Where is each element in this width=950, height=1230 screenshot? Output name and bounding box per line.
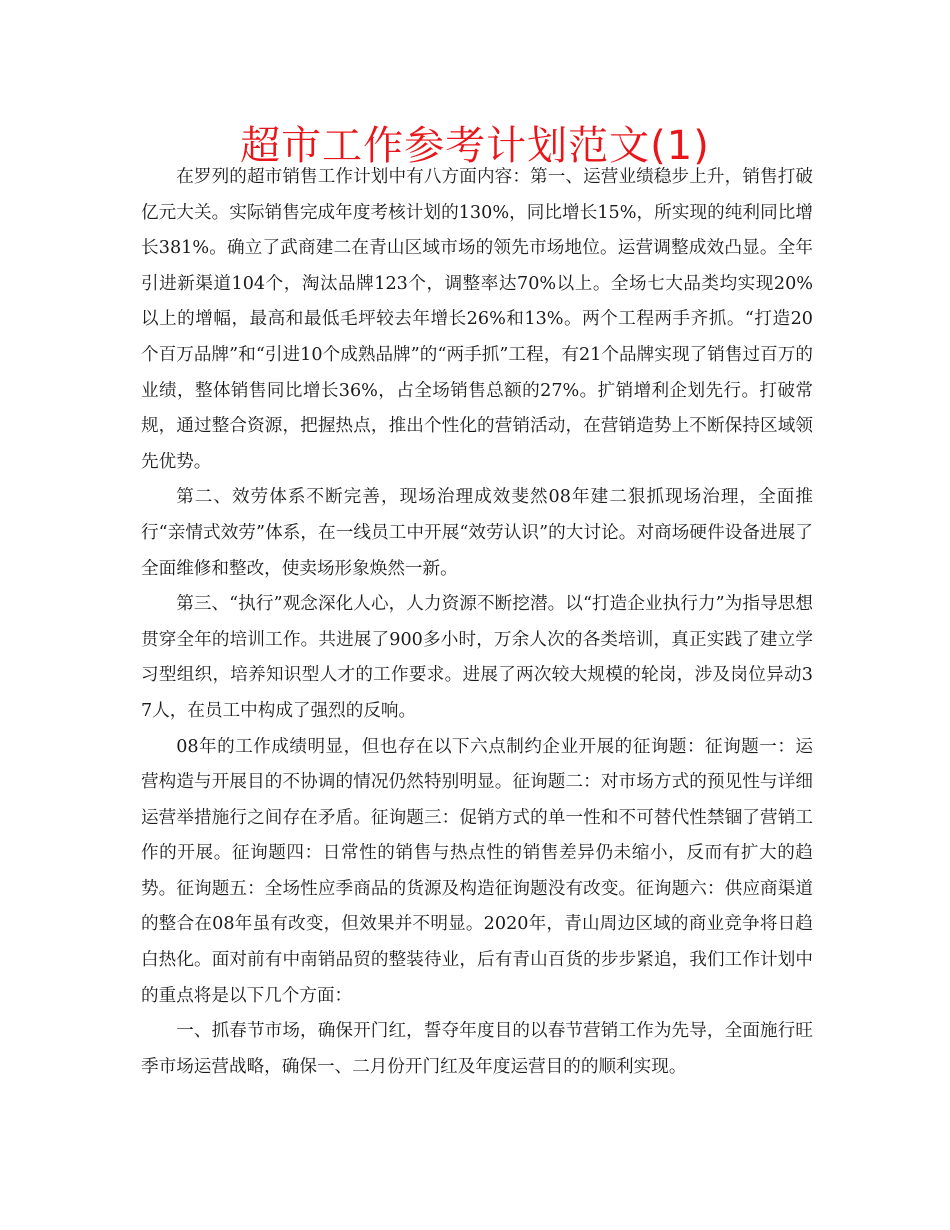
document-title: 超市工作参考计划范文(1) — [240, 123, 710, 169]
document-body — [141, 160, 813, 1085]
paragraph-5: 一、抓春节市场，确保开门红，誓夺年度目的以春节营销工作为先导，全面施行旺季市场运营战略，确保一、二月份开门红及年度运营目的的顺利实现。 — [141, 1021, 813, 1077]
paragraph-2: 第二、效劳体系不断完善，现场治理成效斐然08年建二狠抓现场治理，全面推行“亲情式效劳”体系，在一线员工中开展“效劳认识”的大讨论。对商场硬件设备进展了全面维修和整改，使卖场形象焕然一新。 — [141, 487, 813, 579]
paragraph-1: 在罗列的超市销售工作计划中有八方面内容：第一、运营业绩稳步上升，销售打破亿元大关。实际销售完成年度考核计划的130%，同比增长15%，所实现的纯利同比增长381%。确立了武商建二在青山区域市场的领先市场地位。运营调整成效凸显。全年引进新渠道104个，淘汰品牌123个，调整率达70%以上。全场七大品类均实现20%以上的增幅，最高和最低毛坪较去年增长26%和13%。两个工程两手齐抓。“打造20个百万品牌”和“引进10个成熟品牌”的“两手抓”工程，有21个品牌实现了销售过百万的业绩，整体销售同比增长36%，占全场销售总额的27%。扩销增利企划先行。打破常规，通过整合资源，把握热点，推出个性化的营销活动，在营销造势上不断保持区域领先优势。 — [141, 167, 813, 472]
paragraph-3: 第三、“执行”观念深化人心，人力资源不断挖潜。以“打造企业执行力”为指导思想贯穿全年的培训工作。共进展了900多小时，万余人次的各类培训，真正实践了建立学习型组织，培养知识型人才的工作要求。进展了两次较大规模的轮岗，涉及岗位异动37人，在员工中构成了强烈的反响。 — [141, 594, 813, 721]
paragraph-4: 08年的工作成绩明显，但也存在以下六点制约企业开展的征询题：征询题一：运营构造与开展目的不协调的情况仍然特别明显。征询题二：对市场方式的预见性与详细运营举措施行之间存在矛盾。征询题三：促销方式的单一性和不可替代性禁锢了营销工作的开展。征询题四：日常性的销售与热点性的销售差异仍未缩小，反而有扩大的趋势。征询题五：全场性应季商品的货源及构造征询题没有改变。征询题六：供应商渠道的整合在08年虽有改变，但效果并不明显。2020年，青山周边区域的商业竞争将日趋白热化。面对前有中南销品贸的整装待业，后有青山百货的步步紧追，我们工作计划中的重点将是以下几个方面： — [141, 736, 813, 1006]
